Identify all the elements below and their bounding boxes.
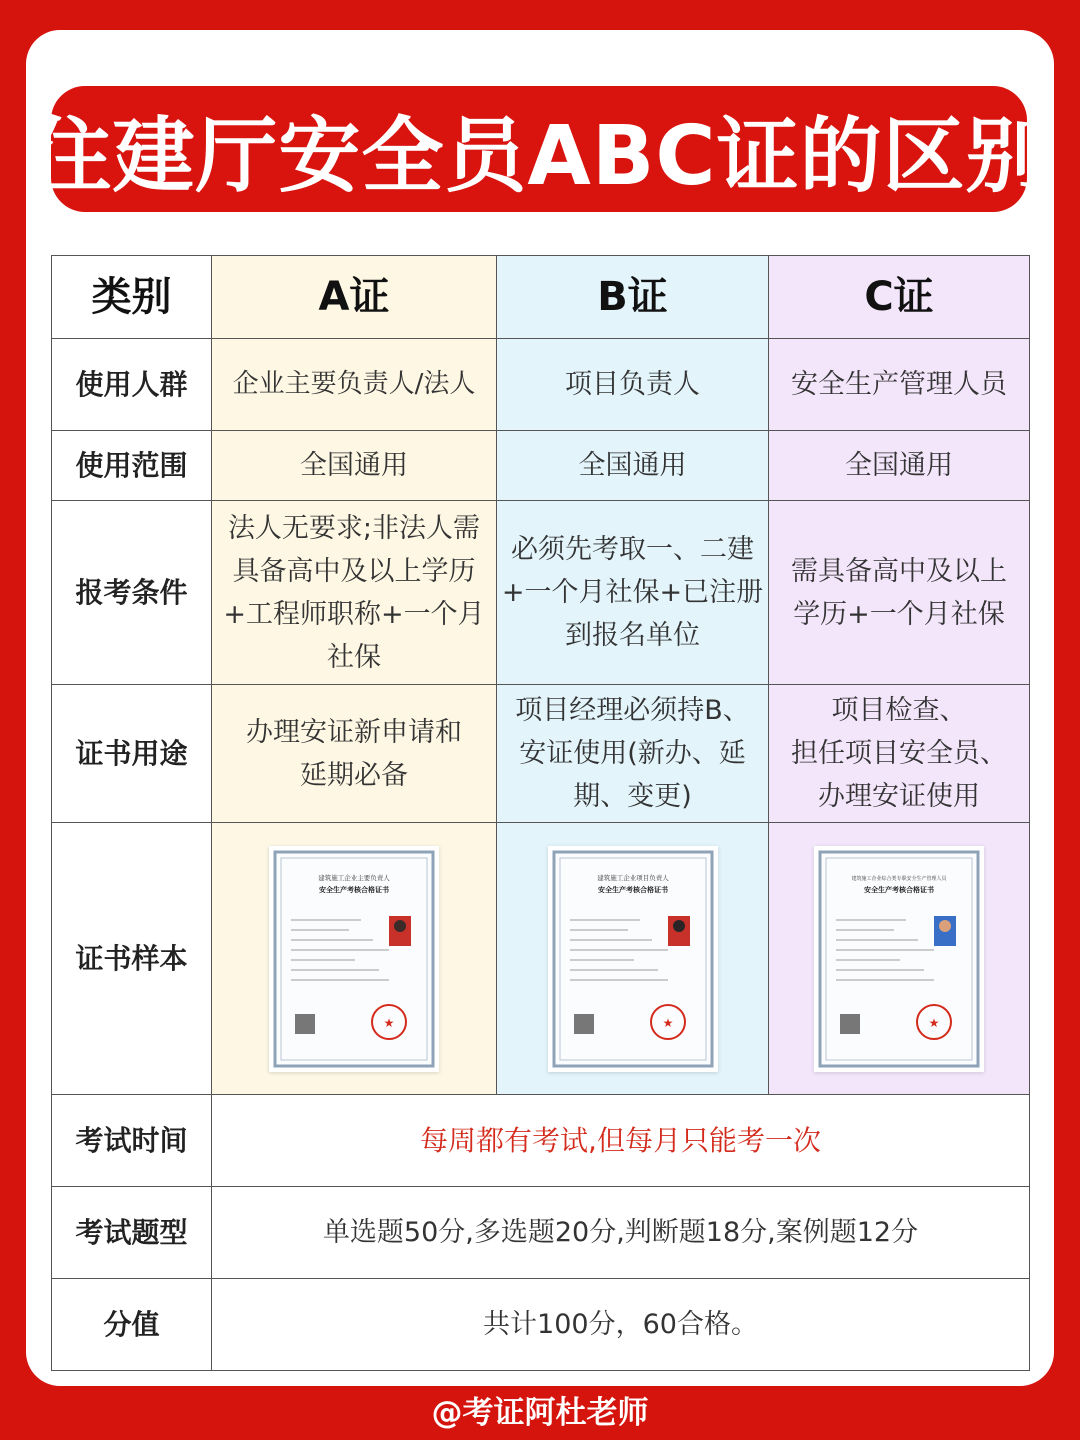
- scope-a: 全国通用: [212, 431, 497, 501]
- header-cert-c: C证: [769, 256, 1030, 339]
- row-conditions: [52, 501, 1030, 685]
- conditions-b-line: 到报名单位: [565, 620, 700, 651]
- row-scope: [52, 431, 1030, 501]
- exam-time-value: 每周都有考试,但每月只能考一次: [212, 1095, 1030, 1187]
- purpose-a-line: 办理安证新申请和: [246, 716, 462, 748]
- certificate-heading: 建筑施工企业项目负责人: [596, 873, 669, 882]
- row-label-exam-time: 考试时间: [52, 1095, 212, 1187]
- row-sample: [52, 823, 1030, 1095]
- row-label-score: 分值: [52, 1279, 212, 1371]
- footer-author: @考证阿杜老师: [431, 1394, 649, 1431]
- conditions-b: [497, 501, 769, 685]
- score-value: 共计100分，60合格。: [212, 1279, 1030, 1371]
- header-row: [52, 256, 1030, 339]
- purpose-a: [212, 685, 497, 823]
- conditions-b-line: +一个月社保+已注册: [501, 577, 764, 608]
- row-exam-time: [52, 1095, 1030, 1187]
- svg-text:★: ★: [928, 1015, 940, 1030]
- certificate-heading: 建筑施工企业综合类专职安全生产管理人员: [851, 875, 947, 882]
- users-a: 企业主要负责人/法人: [212, 339, 497, 431]
- purpose-c-line: 担任项目安全员、: [791, 738, 1007, 769]
- certificate-subheading: 安全生产考核合格证书: [319, 885, 389, 894]
- conditions-c: [769, 501, 1030, 685]
- header-cert-b: B证: [497, 256, 769, 339]
- users-b: 项目负责人: [497, 339, 769, 431]
- row-exam-type: [52, 1187, 1030, 1279]
- conditions-a-line: 法人无要求;非法人需: [227, 512, 481, 544]
- purpose-c-line: 项目检查、: [831, 695, 967, 726]
- users-c: 安全生产管理人员: [769, 339, 1030, 431]
- sample-c: [769, 823, 1030, 1095]
- header-category: 类别: [52, 256, 212, 339]
- purpose-a-line: 延期必备: [300, 759, 408, 791]
- row-score: [52, 1279, 1030, 1371]
- purpose-b-line: 期、变更): [573, 781, 692, 812]
- row-users: [52, 339, 1030, 431]
- purpose-c: [769, 685, 1030, 823]
- svg-text:★: ★: [383, 1015, 395, 1030]
- certificate-image-c: [814, 846, 984, 1072]
- svg-text:★: ★: [662, 1015, 673, 1030]
- purpose-b: [497, 685, 769, 823]
- scope-c: 全国通用: [769, 431, 1030, 501]
- purpose-c-line: 办理安证使用: [818, 781, 980, 812]
- certificate-heading: 建筑施工企业主要负责人: [318, 873, 390, 882]
- row-label-scope: 使用范围: [52, 431, 212, 501]
- sample-a: [212, 823, 497, 1095]
- exam-type-value: 单选题50分,多选题20分,判断题18分,案例题12分: [212, 1187, 1030, 1279]
- certificate-subheading: 安全生产考核合格证书: [597, 885, 668, 894]
- conditions-a-line: +工程师职称+一个月: [223, 598, 485, 630]
- comparison-table: [51, 255, 1030, 1371]
- conditions-b-line: 必须先考取一、二建: [511, 534, 754, 565]
- row-label-exam-type: 考试题型: [52, 1187, 212, 1279]
- conditions-a-line: 社保: [327, 641, 381, 673]
- conditions-c-line: 需具备高中及以上: [791, 555, 1007, 587]
- row-label-sample: 证书样本: [52, 823, 212, 1095]
- purpose-b-line: 安证使用(新办、延: [519, 738, 746, 769]
- row-label-purpose: 证书用途: [52, 685, 212, 823]
- certificate-image-b: [548, 846, 718, 1072]
- certificate-image-a: [269, 846, 439, 1072]
- conditions-a: [212, 501, 497, 685]
- certificate-subheading: 安全生产考核合格证书: [864, 885, 934, 894]
- sample-b: [497, 823, 769, 1095]
- row-label-users: 使用人群: [52, 339, 212, 431]
- row-label-conditions: 报考条件: [52, 501, 212, 685]
- purpose-b-line: 项目经理必须持B、: [515, 695, 750, 726]
- scope-b: 全国通用: [497, 431, 769, 501]
- row-purpose: [52, 685, 1030, 823]
- header-cert-a: A证: [212, 256, 497, 339]
- conditions-a-line: 具备高中及以上学历: [232, 555, 476, 587]
- conditions-c-line: 学历+一个月社保: [793, 598, 1005, 630]
- title-banner: [29, 86, 1049, 212]
- page-title: 住建厅安全员ABC证的区别: [29, 108, 1049, 204]
